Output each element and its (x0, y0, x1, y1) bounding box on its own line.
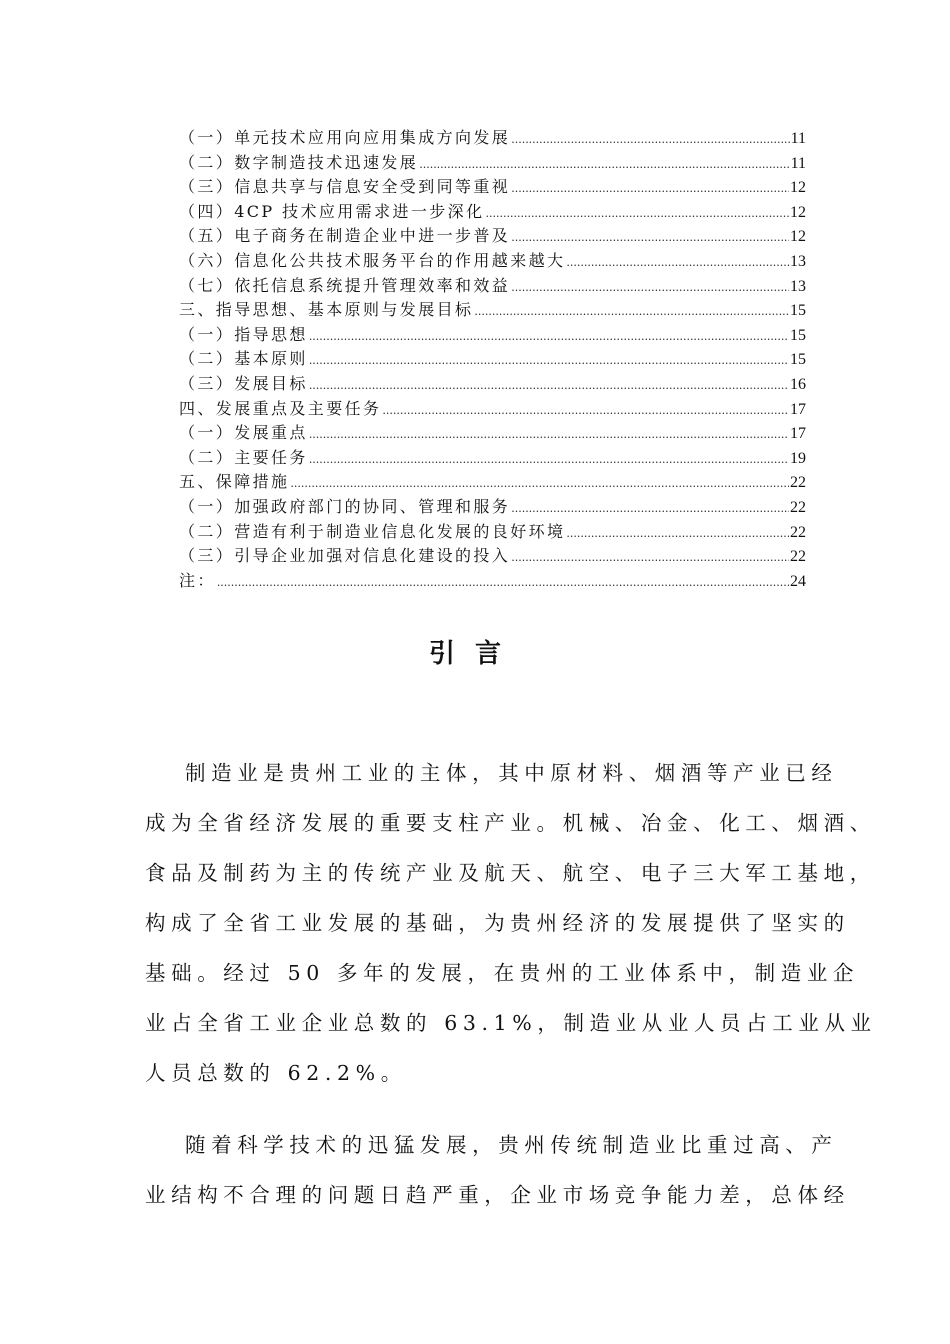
toc-entry[interactable] (179, 298, 806, 323)
toc-entry-page: 22 (790, 498, 806, 516)
toc-entry-title: （七）依托信息系统提升管理效率和效益 (179, 275, 511, 295)
toc-leader-dots (485, 202, 789, 227)
toc-leader-dots (511, 128, 789, 153)
toc-leader-dots (309, 448, 789, 473)
toc-leader-dots (419, 153, 789, 178)
paragraph-line: 业占全省工业企业总数的 63.1%，制造业从业人员占工业从业 (145, 1011, 877, 1035)
section-heading: 引言 (428, 639, 521, 669)
toc-entry-title: 五、保障措施 (179, 472, 290, 492)
paragraph-line: 食品及制药为主的传统产业及航天、航空、电子三大军工基地， (145, 861, 876, 885)
toc-leader-dots (309, 325, 789, 350)
toc-entry[interactable] (179, 126, 806, 151)
toc-leader-dots (566, 522, 789, 547)
toc-entry-page: 12 (790, 203, 806, 221)
toc-entry[interactable] (179, 274, 806, 299)
toc-entry-page: 12 (790, 179, 806, 197)
toc-entry-page: 24 (790, 572, 806, 590)
toc-entry[interactable] (179, 323, 806, 348)
toc-leader-dots (511, 226, 789, 251)
toc-leader-dots (474, 300, 789, 325)
table-of-contents (179, 126, 806, 593)
toc-entry[interactable] (179, 421, 806, 446)
toc-entry-title: （三）信息共享与信息安全受到同等重视 (179, 177, 511, 197)
toc-entry[interactable] (179, 520, 806, 545)
toc-entry[interactable] (179, 347, 806, 372)
toc-entry-title: 四、发展重点及主要任务 (179, 398, 382, 418)
toc-entry-title: 注： (179, 570, 216, 590)
toc-leader-dots (511, 177, 789, 202)
toc-entry-page: 22 (790, 523, 806, 541)
toc-entry-title: （四）4CP 技术应用需求进一步深化 (179, 201, 485, 221)
toc-entry-page: 12 (790, 228, 806, 246)
toc-leader-dots (309, 423, 789, 448)
toc-leader-dots (511, 497, 789, 522)
toc-entry-page: 13 (790, 277, 806, 295)
toc-entry-title: （一）加强政府部门的协同、管理和服务 (179, 496, 511, 516)
toc-entry-title: （二）主要任务 (179, 447, 308, 467)
toc-leader-dots (511, 276, 789, 301)
toc-entry[interactable] (179, 200, 806, 225)
paragraph-line: 构成了全省工业发展的基础，为贵州经济的发展提供了坚实的 (145, 911, 850, 935)
toc-leader-dots (309, 349, 789, 374)
paragraph-line: 成为全省经济发展的重要支柱产业。机械、冶金、化工、烟酒、 (145, 811, 876, 835)
toc-entry-title: （三）引导企业加强对信息化建设的投入 (179, 546, 511, 566)
toc-entry-page: 15 (790, 351, 806, 369)
toc-entry[interactable] (179, 397, 806, 422)
toc-entry-title: （二）数字制造技术迅速发展 (179, 152, 419, 172)
toc-entry-title: （一）发展重点 (179, 423, 308, 443)
toc-entry-title: （二）营造有利于制造业信息化发展的良好环境 (179, 521, 566, 541)
toc-leader-dots (309, 374, 789, 399)
toc-entry[interactable] (179, 495, 806, 520)
paragraph-line: 人员总数的 62.2%。 (145, 1061, 407, 1085)
toc-leader-dots (566, 251, 789, 276)
toc-entry-page: 15 (790, 326, 806, 344)
toc-entry-page: 13 (790, 252, 806, 270)
toc-leader-dots (511, 546, 789, 571)
toc-entry[interactable] (179, 224, 806, 249)
toc-entry-title: （三）发展目标 (179, 373, 308, 393)
toc-entry[interactable] (179, 372, 806, 397)
toc-entry[interactable] (179, 175, 806, 200)
toc-leader-dots (382, 399, 789, 424)
paragraph-line: 制造业是贵州工业的主体，其中原材料、烟酒等产业已经 (185, 761, 838, 785)
toc-entry-page: 22 (790, 548, 806, 566)
toc-entry-title: （六）信息化公共技术服务平台的作用越来越大 (179, 250, 566, 270)
paragraph-line: 业结构不合理的问题日趋严重，企业市场竞争能力差，总体经 (145, 1183, 850, 1207)
toc-leader-dots (290, 472, 789, 497)
toc-entry-page: 17 (790, 400, 806, 418)
toc-entry-page: 16 (790, 375, 806, 393)
toc-entry-page: 19 (790, 449, 806, 467)
toc-entry[interactable] (179, 151, 806, 176)
toc-entry-title: 三、指导思想、基本原则与发展目标 (179, 300, 474, 320)
toc-entry[interactable] (179, 249, 806, 274)
toc-entry[interactable] (179, 569, 806, 594)
toc-entry-title: （一）指导思想 (179, 324, 308, 344)
paragraph-line: 基础。经过 50 多年的发展，在贵州的工业体系中，制造业企 (145, 961, 860, 985)
paragraph-line: 随着科学技术的迅猛发展，贵州传统制造业比重过高、产 (185, 1133, 838, 1157)
toc-entry-page: 11 (790, 130, 806, 147)
toc-leader-dots (217, 571, 789, 596)
toc-entry-title: （一）单元技术应用向应用集成方向发展 (179, 128, 511, 147)
toc-entry-page: 22 (790, 474, 806, 492)
toc-entry-title: （五）电子商务在制造企业中进一步普及 (179, 226, 511, 246)
toc-entry[interactable] (179, 544, 806, 569)
toc-entry-page: 15 (790, 302, 806, 320)
toc-entry-page: 17 (790, 425, 806, 443)
toc-entry[interactable] (179, 446, 806, 471)
toc-entry-title: （二）基本原则 (179, 349, 308, 369)
toc-entry-page: 11 (790, 154, 806, 172)
toc-entry[interactable] (179, 470, 806, 495)
